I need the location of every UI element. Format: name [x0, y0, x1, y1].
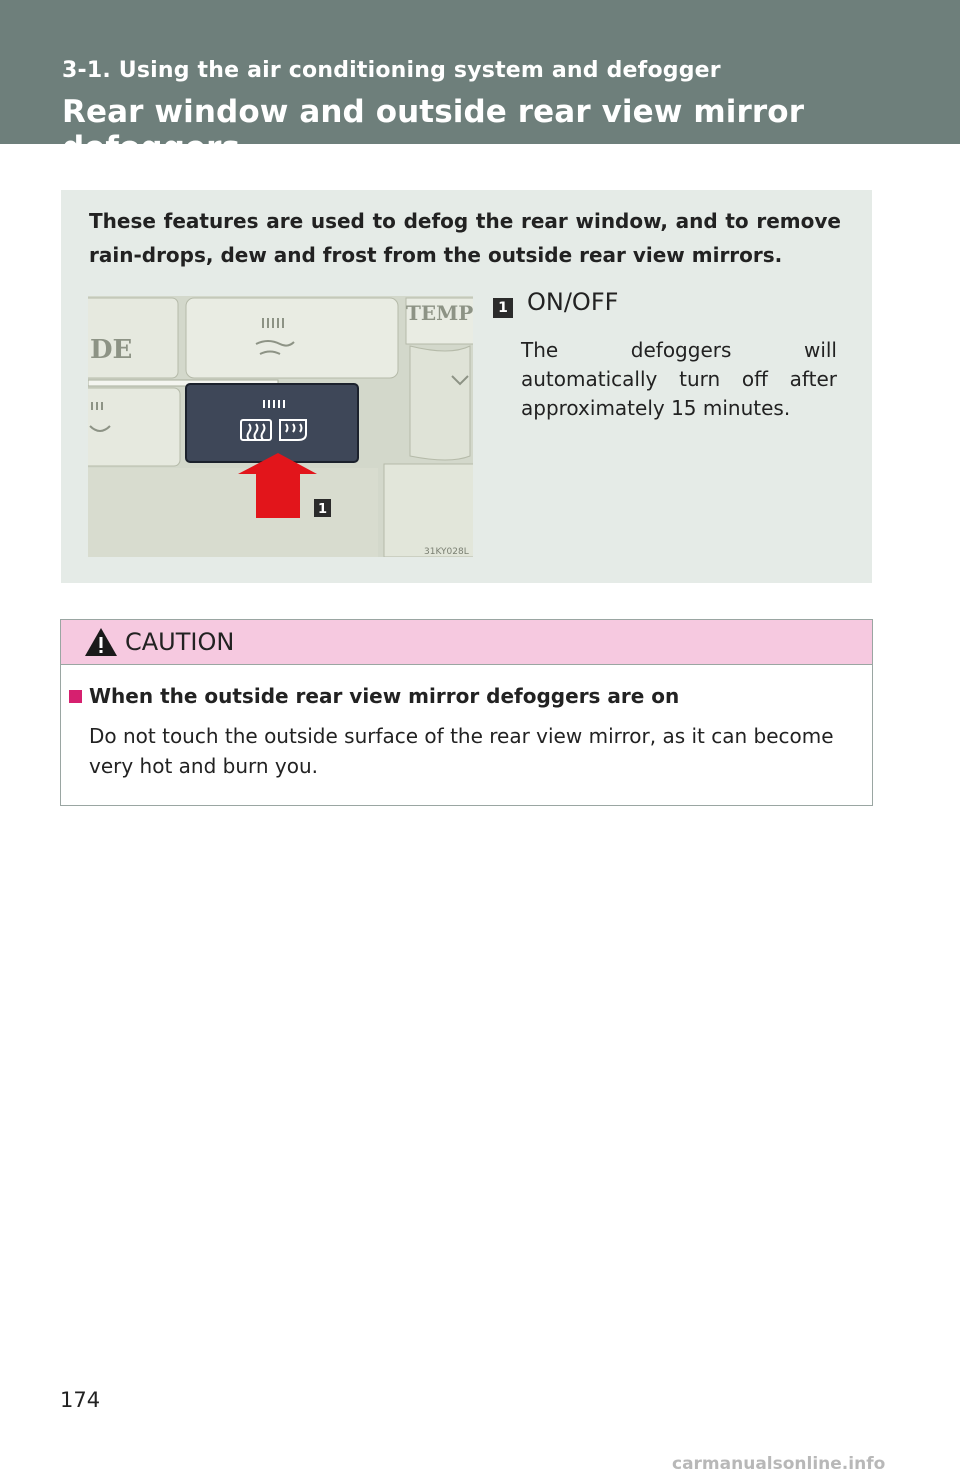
caution-subheading: When the outside rear view mirror defoggers are on — [89, 684, 680, 708]
bullet-square-icon — [69, 690, 82, 703]
image-code: 31KY028L — [424, 547, 469, 557]
intro-text: These features are used to defog the rear window, and to remove rain-drops, dew and frost from the outside rear view mirrors. — [89, 209, 841, 267]
watermark: carmanualsonline.info — [672, 1454, 886, 1474]
caution-body: Do not touch the outside surface of the rear view mirror, as it can become very hot and burn you. — [89, 724, 834, 778]
panel-label-temp: TEMP — [406, 301, 473, 325]
page-title: Rear window and outside rear view mirror defoggers — [62, 94, 805, 166]
defogger-switch-photo — [88, 296, 473, 557]
caution-header — [61, 620, 872, 665]
callout-title: ON/OFF — [527, 288, 619, 316]
photo-callout-number: 1 — [317, 502, 328, 517]
callout-description: The defoggers will automatically turn off after approximately 15 minutes. — [521, 338, 837, 420]
feature-box — [61, 190, 872, 583]
caution-label: CAUTION — [125, 628, 235, 656]
callout-number-badge: 1 — [493, 298, 513, 318]
section-label: 3-1. Using the air conditioning system and defogger — [62, 58, 721, 83]
page-number: 174 — [60, 1388, 101, 1412]
caution-box — [60, 619, 873, 806]
page-header — [0, 0, 960, 166]
defogger-switch-illustration — [88, 296, 473, 557]
panel-label-de: DE — [90, 335, 133, 365]
warning-triangle-icon — [83, 626, 119, 658]
